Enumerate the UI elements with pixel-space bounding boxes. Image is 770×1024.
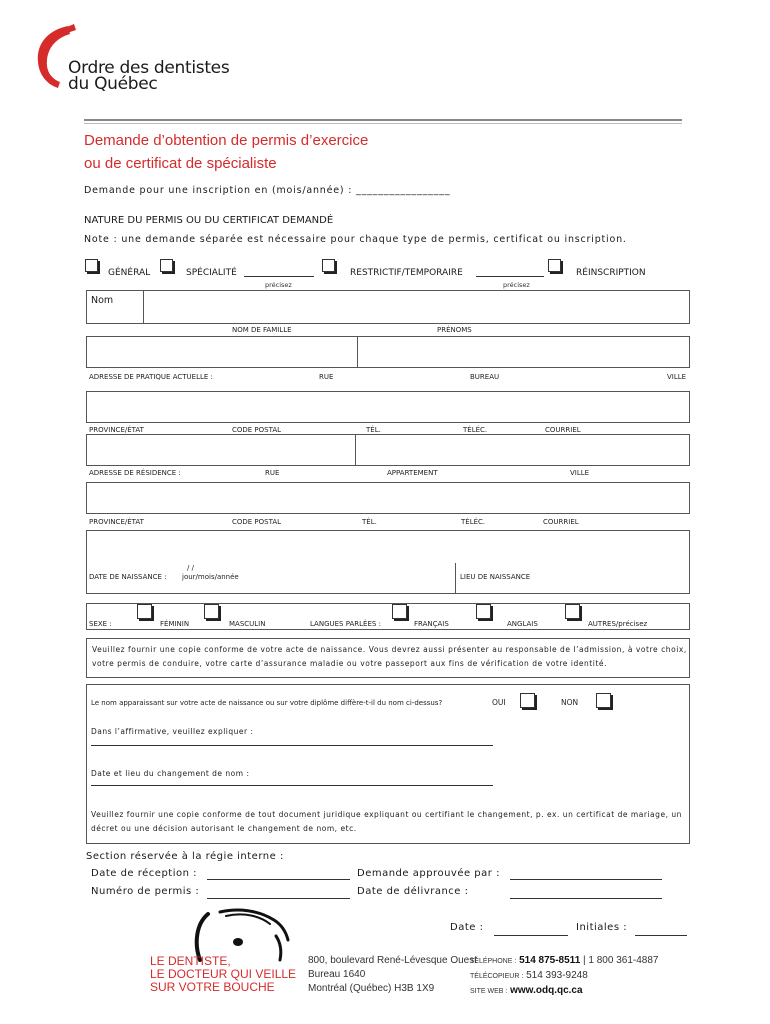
fax-value: 514 393-9248 <box>526 970 588 981</box>
specialite-label: SPÉCIALITÉ <box>186 268 237 278</box>
approved-by-line[interactable] <box>510 879 662 880</box>
anglais-checkbox[interactable] <box>476 604 491 619</box>
restrictif-precisez-label: précisez <box>503 281 530 289</box>
explain-line[interactable] <box>91 745 493 746</box>
web-label: SITE WEB : <box>470 988 508 995</box>
id-note-line1: Veuillez fournir une copie conforme de votre acte de naissance. Vous devrez aussi présenter au responsable de l’admission, à votre choix, <box>92 645 687 654</box>
feminin-label: FÉMININ <box>160 620 190 628</box>
birth-field[interactable] <box>86 530 690 594</box>
web-row <box>470 984 658 999</box>
practice-tel-label: TÉL. <box>366 426 381 434</box>
practice-bureau-label: BUREAU <box>470 373 500 381</box>
delivery-date-label: Date de délivrance : <box>357 886 469 897</box>
feminin-checkbox[interactable] <box>137 604 152 619</box>
internal-heading: Section réservée à la régie interne : <box>86 851 284 862</box>
nature-heading: NATURE DU PERMIS OU DU CERTIFICAT DEMANDÉ <box>84 215 334 226</box>
nom-famille-label: NOM DE FAMILLE <box>232 326 292 334</box>
residence-address-field[interactable] <box>86 434 690 466</box>
initiales-line[interactable] <box>635 935 687 936</box>
address-line2: Bureau 1640 <box>308 969 366 980</box>
residence-city-field[interactable] <box>86 482 690 514</box>
practice-address-label: ADRESSE DE PRATIQUE ACTUELLE : <box>89 373 213 381</box>
residence-province-label: PROVINCE/ÉTAT <box>89 518 144 526</box>
autres-checkbox[interactable] <box>565 604 580 619</box>
initiales-label: Initiales : <box>576 922 628 933</box>
residence-tel-label: TÉL. <box>362 518 377 526</box>
slogan <box>150 955 296 994</box>
masculin-checkbox[interactable] <box>204 604 219 619</box>
fax-label: TÉLÉCOPIEUR : <box>470 973 524 980</box>
web-link[interactable]: www.odq.qc.ca <box>510 985 583 996</box>
practice-postal-label: CODE POSTAL <box>232 426 282 434</box>
restrictif-precisez-line[interactable] <box>476 276 544 277</box>
residence-address-label: ADRESSE DE RÉSIDENCE : <box>89 469 181 477</box>
non-label: NON <box>561 698 579 707</box>
permit-number-label: Numéro de permis : <box>91 886 200 897</box>
anglais-label: ANGLAIS <box>507 620 538 628</box>
reception-date-label: Date de réception : <box>91 868 198 879</box>
explain-label: Dans l’affirmative, veuillez expliquer : <box>91 727 254 736</box>
id-note-box <box>86 638 690 678</box>
date-label: Date : <box>450 922 484 933</box>
specialite-precisez-label: précisez <box>265 281 292 289</box>
date-lieu-line[interactable] <box>91 785 493 786</box>
title-rule <box>84 119 682 121</box>
reception-date-line[interactable] <box>207 879 350 880</box>
residence-ville-label: VILLE <box>570 469 590 477</box>
residence-rue-label: RUE <box>265 469 280 477</box>
approved-by-label: Demande approuvée par : <box>357 868 500 879</box>
title-rule-thin <box>84 123 682 124</box>
residence-courriel-label: COURRIEL <box>543 518 579 526</box>
note-text: Note : une demande séparée est nécessaire pour chaque type de permis, certificat ou inscription. <box>84 234 627 245</box>
practice-telec-label: TÉLÉC. <box>463 426 488 434</box>
date-lieu-label: Date et lieu du changement de nom : <box>91 769 250 778</box>
practice-city-field[interactable] <box>86 391 690 423</box>
permit-number-line[interactable] <box>207 898 350 899</box>
slogan-line2: LE DOCTEUR QUI VEILLE <box>150 967 297 981</box>
name-diff-question: Le nom apparaissant sur votre acte de naissance ou sur votre diplôme diffère-t-il du nom ci-dessus? <box>91 699 443 707</box>
address-line1: 800, boulevard René-Lévesque Ouest <box>308 955 478 966</box>
residence-appartement-label: APPARTEMENT <box>387 469 438 477</box>
birth-date-label: DATE DE NAISSANCE : <box>89 573 167 581</box>
slogan-line3: SUR VOTRE BOUCHE <box>150 980 275 994</box>
birth-date-format: jour/mois/année <box>182 573 239 581</box>
page-title-line1: Demande d’obtention de permis d’exercice <box>84 132 369 149</box>
name-change-section <box>86 684 690 844</box>
date-line[interactable] <box>494 935 568 936</box>
phone-value[interactable]: 514 875-8511 <box>519 955 581 966</box>
oui-label: OUI <box>492 698 506 707</box>
reinscription-checkbox[interactable] <box>548 259 561 272</box>
delivery-date-line[interactable] <box>510 898 662 899</box>
phone-row <box>470 954 658 969</box>
oui-checkbox[interactable] <box>520 693 535 708</box>
doc-note-line1: Veuillez fournir une copie conforme de tout document juridique expliquant ou certifiant le changement, p. ex. un certificat de mariage, un <box>91 810 682 819</box>
address-block <box>308 954 477 996</box>
doc-note-line2: décret ou une décision autorisant le changement de nom, etc. <box>91 824 357 833</box>
practice-address-field[interactable] <box>86 336 690 368</box>
general-checkbox[interactable] <box>85 259 98 272</box>
masculin-label: MASCULIN <box>229 620 266 628</box>
francais-label: FRANÇAIS <box>414 620 449 628</box>
restrictif-checkbox[interactable] <box>322 259 335 272</box>
org-name-line1: Ordre des dentistes <box>68 58 230 78</box>
page-title <box>84 129 368 175</box>
prenoms-label: PRÉNOMS <box>437 326 472 334</box>
practice-province-label: PROVINCE/ÉTAT <box>89 426 144 434</box>
residence-telec-label: TÉLÉC. <box>461 518 486 526</box>
org-name <box>68 60 229 92</box>
specialite-precisez-line[interactable] <box>244 276 314 277</box>
francais-checkbox[interactable] <box>392 604 407 619</box>
request-line[interactable]: Demande pour une inscription en (mois/année) : _________________ <box>84 185 451 196</box>
slogan-line1: LE DENTISTE, <box>150 954 231 968</box>
nom-label: Nom <box>91 295 114 306</box>
phone-label: TÉLÉPHONE : <box>470 958 517 965</box>
page-title-line2: ou de certificat de spécialiste <box>84 155 277 172</box>
nom-field[interactable] <box>86 290 690 324</box>
practice-courriel-label: COURRIEL <box>545 426 581 434</box>
birth-place-label: LIEU DE NAISSANCE <box>460 573 531 581</box>
specialite-checkbox[interactable] <box>160 259 173 272</box>
general-label: GÉNÉRAL <box>108 268 151 278</box>
phone-extra[interactable]: | 1 800 361-4887 <box>583 955 659 966</box>
languages-label: LANGUES PARLÉES : <box>310 620 381 628</box>
residence-postal-label: CODE POSTAL <box>232 518 282 526</box>
birth-date-slashes: / / <box>187 564 194 572</box>
reinscription-label: RÉINSCRIPTION <box>576 268 646 278</box>
address-line3: Montréal (Québec) H3B 1X9 <box>308 983 435 994</box>
contact-block <box>470 954 658 999</box>
sex-label: SEXE : <box>89 620 112 628</box>
org-name-line2: du Québec <box>68 74 158 94</box>
id-note-line2: votre permis de conduire, votre carte d’assurance maladie ou votre passeport aux fins de vérification de votre identité. <box>92 659 608 668</box>
practice-ville-label: VILLE <box>667 373 687 381</box>
fax-row <box>470 969 658 984</box>
practice-rue-label: RUE <box>319 373 334 381</box>
autres-label: AUTRES/précisez <box>588 620 648 628</box>
restrictif-label: RESTRICTIF/TEMPORAIRE <box>350 268 463 278</box>
non-checkbox[interactable] <box>596 693 611 708</box>
